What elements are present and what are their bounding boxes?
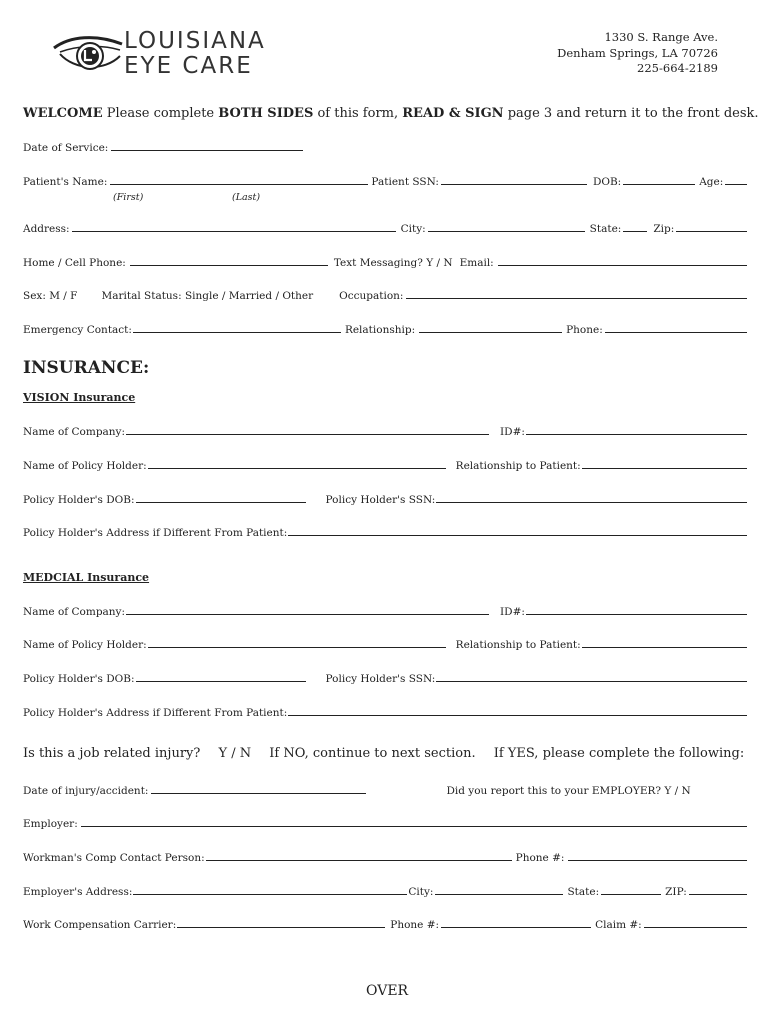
vision-holder-row <box>23 459 747 472</box>
vision-holder-dob-row <box>23 493 747 506</box>
reported-employer-label[interactable]: Did you report this to your EMPLOYER? Y / N <box>446 785 691 797</box>
sex-marital-row <box>23 289 747 302</box>
vision-holder-ssn-field[interactable] <box>436 493 747 503</box>
email-field[interactable] <box>498 256 747 266</box>
claim-field[interactable] <box>644 918 747 928</box>
job-injury-question: Is this a job related injury? <box>23 746 201 761</box>
relationship-label: Relationship: <box>344 324 416 336</box>
injury-date-field[interactable] <box>151 784 366 794</box>
dob-field[interactable] <box>623 175 695 185</box>
date-of-service-row <box>23 141 747 154</box>
relationship-field[interactable] <box>419 323 562 333</box>
medical-holder-address-row <box>23 706 747 719</box>
vision-holder-address-label: Policy Holder's Address if Different From Patient: <box>23 527 288 539</box>
vision-holder-address-field[interactable] <box>288 526 747 536</box>
patient-name-row <box>23 175 747 188</box>
employer-zip-label: ZIP: <box>665 886 687 898</box>
medical-company-field[interactable] <box>126 605 489 615</box>
city-field[interactable] <box>428 222 585 232</box>
employer-state-label: State: <box>567 886 600 898</box>
welcome-instructions <box>23 106 759 121</box>
home-cell-phone-label: Home / Cell Phone: <box>23 257 126 269</box>
patient-ssn-label: Patient SSN: <box>371 176 439 188</box>
eye-logo-icon <box>52 26 126 80</box>
age-field[interactable] <box>725 175 747 185</box>
first-hint: (First) <box>113 192 144 203</box>
comp-contact-field[interactable] <box>206 851 512 861</box>
medical-holder-label: Name of Policy Holder: <box>23 639 147 651</box>
vision-company-row <box>23 425 747 438</box>
vision-company-label: Name of Company: <box>23 426 126 438</box>
injury-date-label: Date of injury/accident: <box>23 785 149 797</box>
vision-holder-label: Name of Policy Holder: <box>23 460 147 472</box>
medical-holder-dob-label: Policy Holder's DOB: <box>23 673 135 685</box>
employer-address-label: Employer's Address: <box>23 886 133 898</box>
medical-relationship-field[interactable] <box>582 638 747 648</box>
medical-holder-row <box>23 638 747 651</box>
medical-holder-address-field[interactable] <box>288 706 747 716</box>
state-label: State: <box>589 223 622 235</box>
employer-label: Employer: <box>23 818 78 830</box>
comp-phone-field[interactable] <box>568 851 747 861</box>
medical-relationship-label: Relationship to Patient: <box>455 639 581 651</box>
carrier-row <box>23 918 747 931</box>
sex-label[interactable]: Sex: M / F <box>23 290 78 302</box>
dob-label: DOB: <box>592 176 622 188</box>
vision-holder-ssn-label: Policy Holder's SSN: <box>325 494 436 506</box>
occupation-field[interactable] <box>406 289 747 299</box>
emergency-contact-field[interactable] <box>133 323 341 333</box>
city-label: City: <box>400 223 426 235</box>
vision-insurance-heading: VISION Insurance <box>23 391 136 404</box>
welcome-text-3: page 3 and return it to the front desk. <box>503 106 759 121</box>
vision-holder-address-row <box>23 526 747 539</box>
employer-row <box>23 817 747 830</box>
employer-city-field[interactable] <box>435 885 563 895</box>
medical-holder-ssn-label: Policy Holder's SSN: <box>325 673 436 685</box>
over-text: OVER <box>366 983 409 999</box>
medical-holder-ssn-field[interactable] <box>436 672 747 682</box>
date-of-service-label: Date of Service: <box>23 142 109 154</box>
medical-company-row <box>23 605 747 618</box>
vision-holder-dob-field[interactable] <box>136 493 306 503</box>
medical-holder-address-label: Policy Holder's Address if Different From Patient: <box>23 707 288 719</box>
medical-holder-field[interactable] <box>148 638 446 648</box>
age-label: Age: <box>699 176 724 188</box>
address-field[interactable] <box>72 222 396 232</box>
claim-label: Claim #: <box>595 919 642 931</box>
carrier-label: Work Compensation Carrier: <box>23 919 177 931</box>
emergency-contact-label: Emergency Contact: <box>23 324 132 336</box>
vision-holder-dob-label: Policy Holder's DOB: <box>23 494 135 506</box>
medical-id-field[interactable] <box>526 605 747 615</box>
brand-line-1: LOUISIANA <box>124 28 266 54</box>
both-sides-text: BOTH SIDES <box>218 106 314 121</box>
vision-relationship-field[interactable] <box>582 459 747 469</box>
home-cell-phone-field[interactable] <box>130 256 328 266</box>
medical-insurance-heading: MEDCIAL Insurance <box>23 571 150 584</box>
ec-phone-label: Phone: <box>566 324 603 336</box>
zip-field[interactable] <box>676 222 747 232</box>
job-injury-yn[interactable]: Y / N <box>218 746 252 761</box>
injury-date-row <box>23 784 747 797</box>
patient-ssn-field[interactable] <box>441 175 587 185</box>
emergency-row <box>23 323 747 336</box>
comp-phone-label: Phone #: <box>515 852 565 864</box>
patient-name-field[interactable] <box>110 175 368 185</box>
if-yes-text: If YES, please complete the following: <box>493 746 745 761</box>
read-sign-text: READ & SIGN <box>402 106 504 121</box>
vision-id-field[interactable] <box>526 425 747 435</box>
practice-address <box>557 30 718 77</box>
carrier-phone-label: Phone #: <box>390 919 440 931</box>
brand-line-2: EYE CARE <box>124 53 253 79</box>
address-phone: 225-664-2189 <box>637 61 718 75</box>
state-field[interactable] <box>623 222 647 232</box>
employer-state-field[interactable] <box>601 885 661 895</box>
carrier-phone-field[interactable] <box>441 918 591 928</box>
phone-row <box>23 256 747 269</box>
welcome-word: WELCOME <box>23 106 103 121</box>
text-messaging-label[interactable]: Text Messaging? Y / N <box>333 257 453 269</box>
zip-label: Zip: <box>653 223 675 235</box>
if-no-text: If NO, continue to next section. <box>269 746 476 761</box>
employer-city-label: City: <box>408 886 434 898</box>
vision-relationship-label: Relationship to Patient: <box>455 460 581 472</box>
ec-phone-field[interactable] <box>605 323 747 333</box>
employer-address-row <box>23 885 747 898</box>
comp-contact-row <box>23 851 747 864</box>
vision-holder-field[interactable] <box>148 459 446 469</box>
job-injury-question-row <box>23 746 744 761</box>
welcome-text-1: Please complete <box>102 106 219 121</box>
occupation-label: Occupation: <box>339 290 404 302</box>
last-hint: (Last) <box>232 192 261 203</box>
medical-holder-dob-row <box>23 672 747 685</box>
address-city: Denham Springs, LA 70726 <box>557 45 718 60</box>
carrier-field[interactable] <box>177 918 385 928</box>
vision-id-label: ID#: <box>500 426 525 438</box>
logo <box>52 26 274 80</box>
comp-contact-label: Workman's Comp Contact Person: <box>23 852 205 864</box>
date-of-service-field[interactable] <box>111 141 303 151</box>
medical-id-label: ID#: <box>500 606 525 618</box>
welcome-text-2: of this form, <box>313 106 403 121</box>
email-label: Email: <box>459 257 494 269</box>
employer-field[interactable] <box>81 817 747 827</box>
employer-address-field[interactable] <box>133 885 407 895</box>
address-label: Address: <box>23 223 70 235</box>
vision-company-field[interactable] <box>126 425 489 435</box>
patient-name-label: Patient's Name: <box>23 176 108 188</box>
employer-zip-field[interactable] <box>689 885 747 895</box>
address-row <box>23 222 747 235</box>
medical-company-label: Name of Company: <box>23 606 126 618</box>
insurance-heading: INSURANCE: <box>23 358 150 378</box>
marital-status-label[interactable]: Marital Status: Single / Married / Other <box>101 290 314 302</box>
address-street: 1330 S. Range Ave. <box>604 30 718 44</box>
medical-holder-dob-field[interactable] <box>136 672 306 682</box>
